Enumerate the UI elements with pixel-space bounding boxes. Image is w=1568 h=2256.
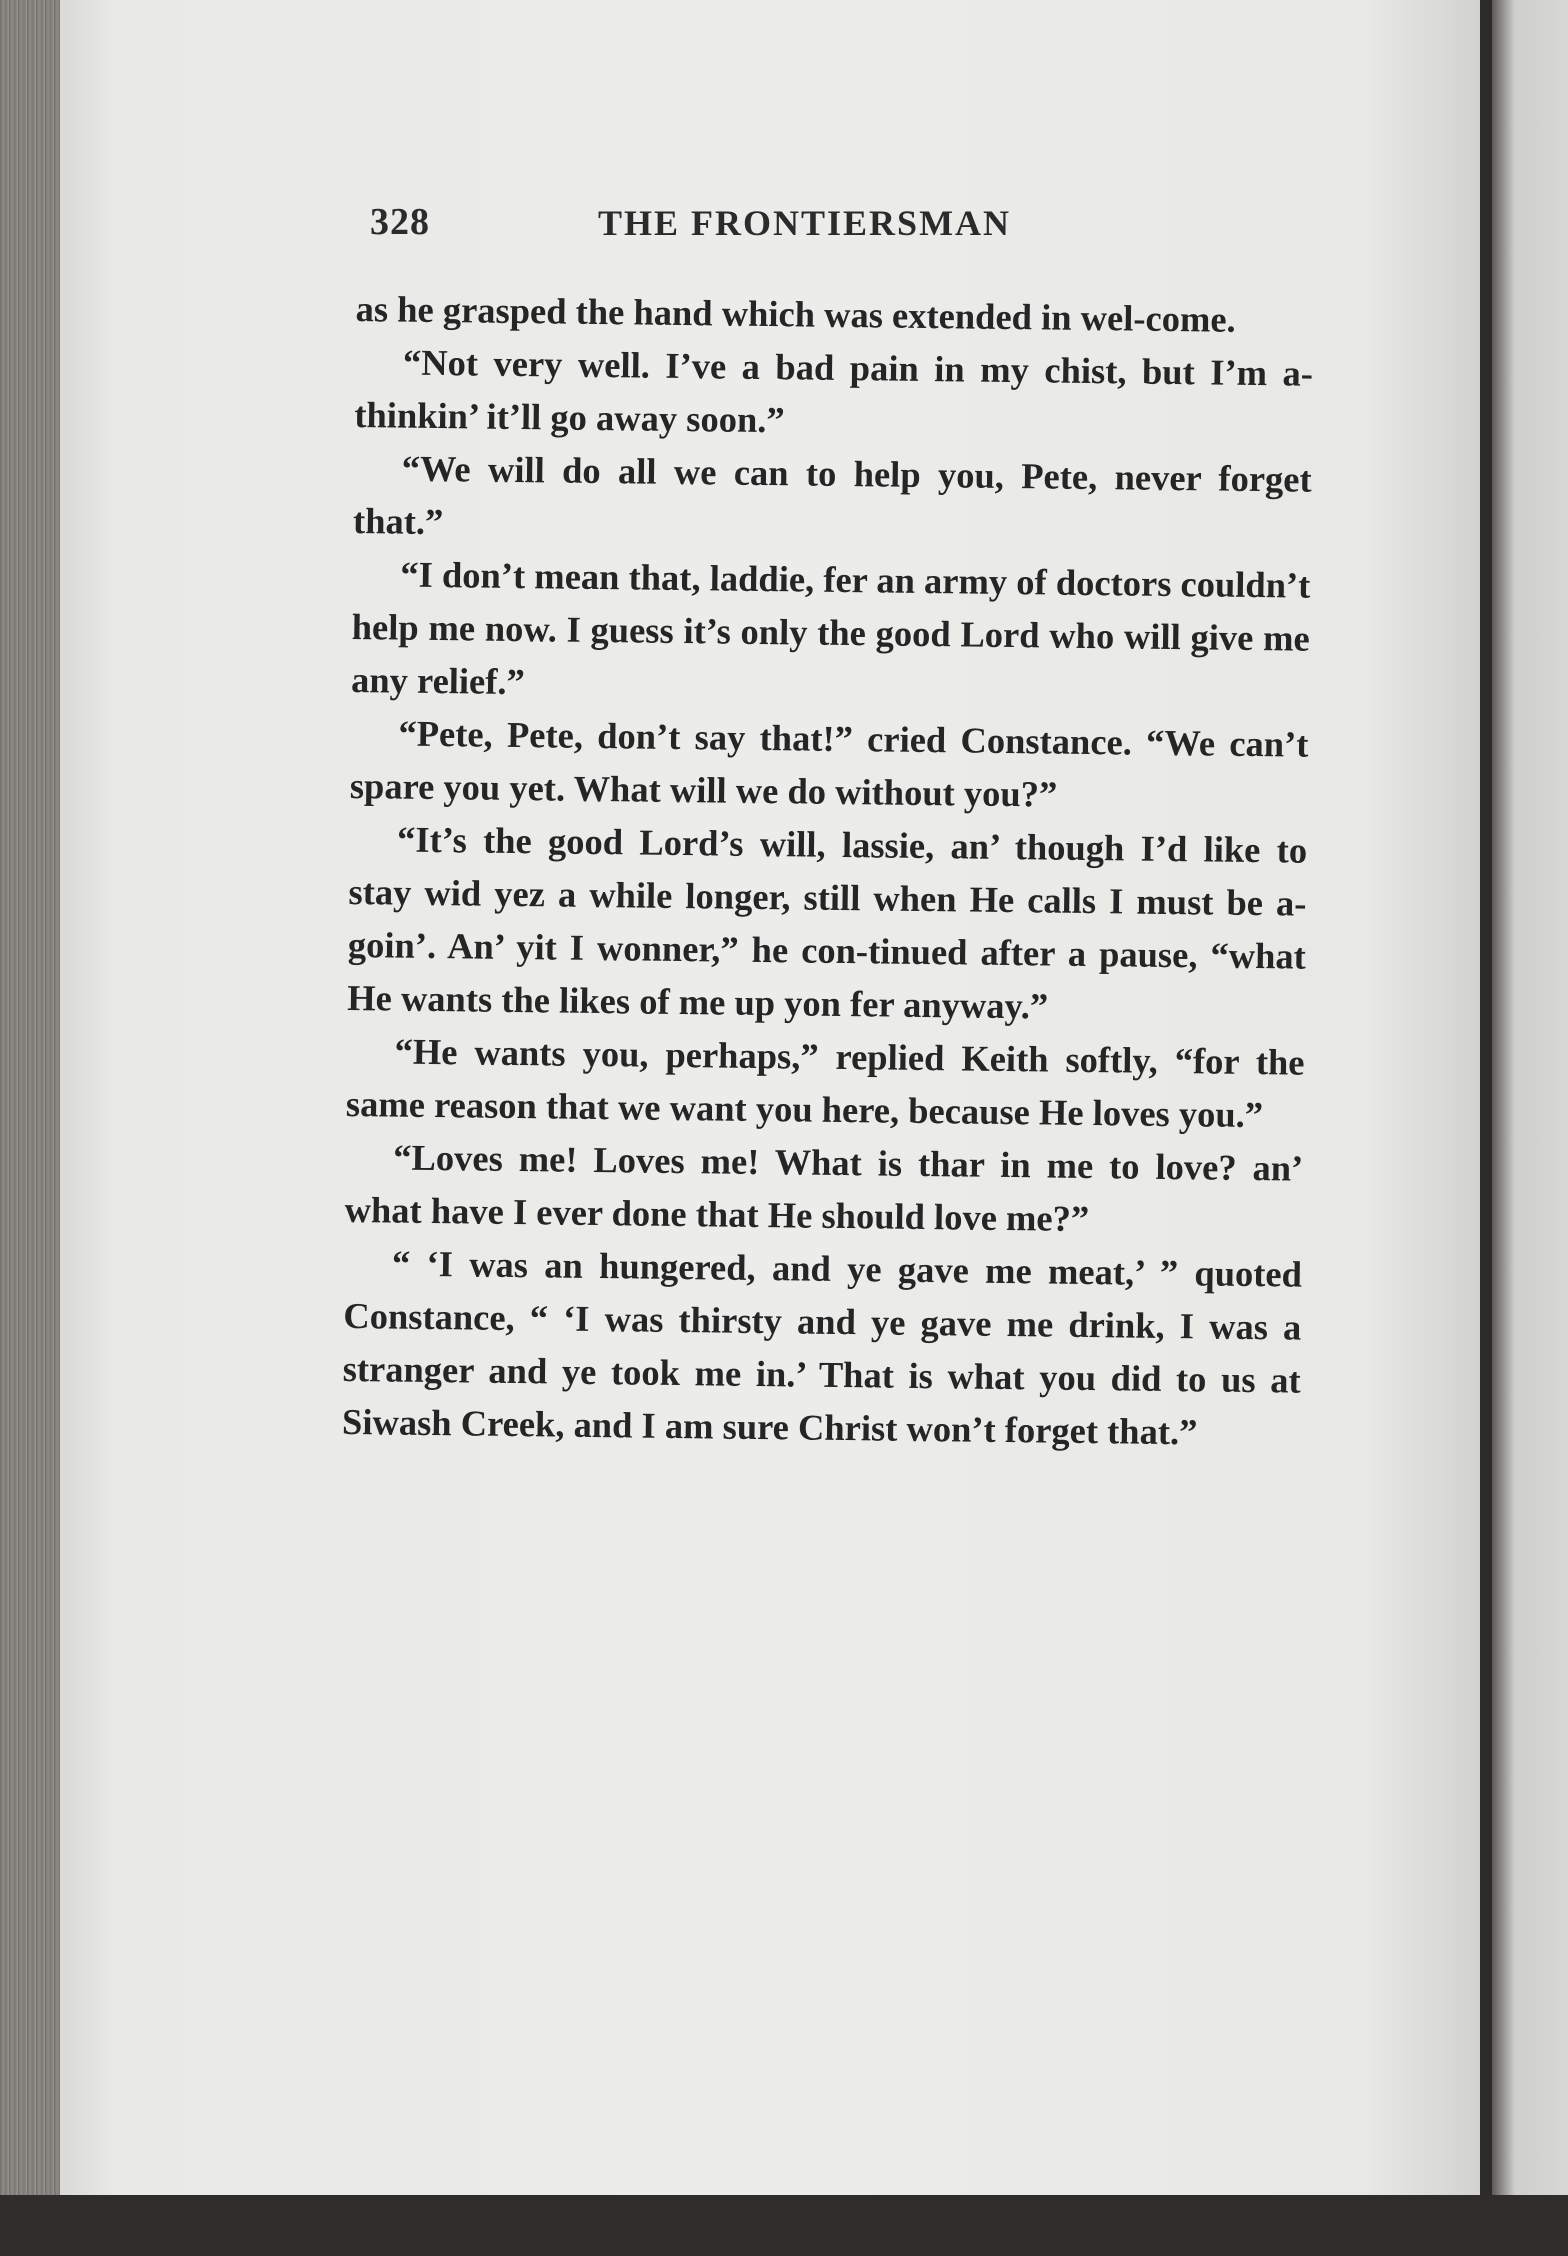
page-number: 328 — [370, 201, 430, 243]
gutter-shadow — [1480, 0, 1492, 2200]
paragraph: “Not very well. I’ve a bad pain in my chist, but I’m a-thinkin’ it’ll go away soon.” — [354, 341, 1314, 441]
paragraph: “I don’t mean that, laddie, fer an army of doctors couldn’t help me now. I guess it’s only the good Lord who will give me any relief.” — [350, 553, 1311, 703]
paragraph: “ ‘I was an hungered, and ye gave me meat,’ ” quoted Constance, “ ‘I was thirsty and ye gave me drink, I was a stranger and ye took me in.’ That is what you did to us at Siwash Creek, and I am sure Christ won’t forget that.” — [341, 1242, 1303, 1453]
paragraph: as he grasped the hand which was extended in wel-come. — [355, 287, 1236, 340]
running-head — [370, 200, 1090, 260]
scan-bottom-border — [0, 2195, 1568, 2256]
paragraph: “Pete, Pete, don’t say that!” cried Constance. “We can’t spare you yet. What will we do without you?” — [349, 712, 1309, 815]
paragraph: “It’s the good Lord’s will, lassie, an’ though I’d like to stay wid yez a while longer, still when He calls I must be a-goin’. An’ yit I wonner,” he con-tinued after a pause, “what He wants the likes of me up yon fer anyway.” — [347, 818, 1308, 1027]
facing-page-edge — [1492, 0, 1568, 2200]
body-text — [342, 282, 1314, 1460]
paragraph: “Loves me! Loves me! What is thar in me to love? an’ what have I ever done that He should love me?” — [344, 1136, 1304, 1240]
paragraph: “We will do all we can to help you, Pete, never forget that.” — [352, 447, 1312, 543]
book-title: THE FRONTIERSMAN — [598, 203, 1012, 243]
paragraph: “He wants you, perhaps,” replied Keith softly, “for the same reason that we want you here, because He loves you.” — [345, 1030, 1305, 1136]
